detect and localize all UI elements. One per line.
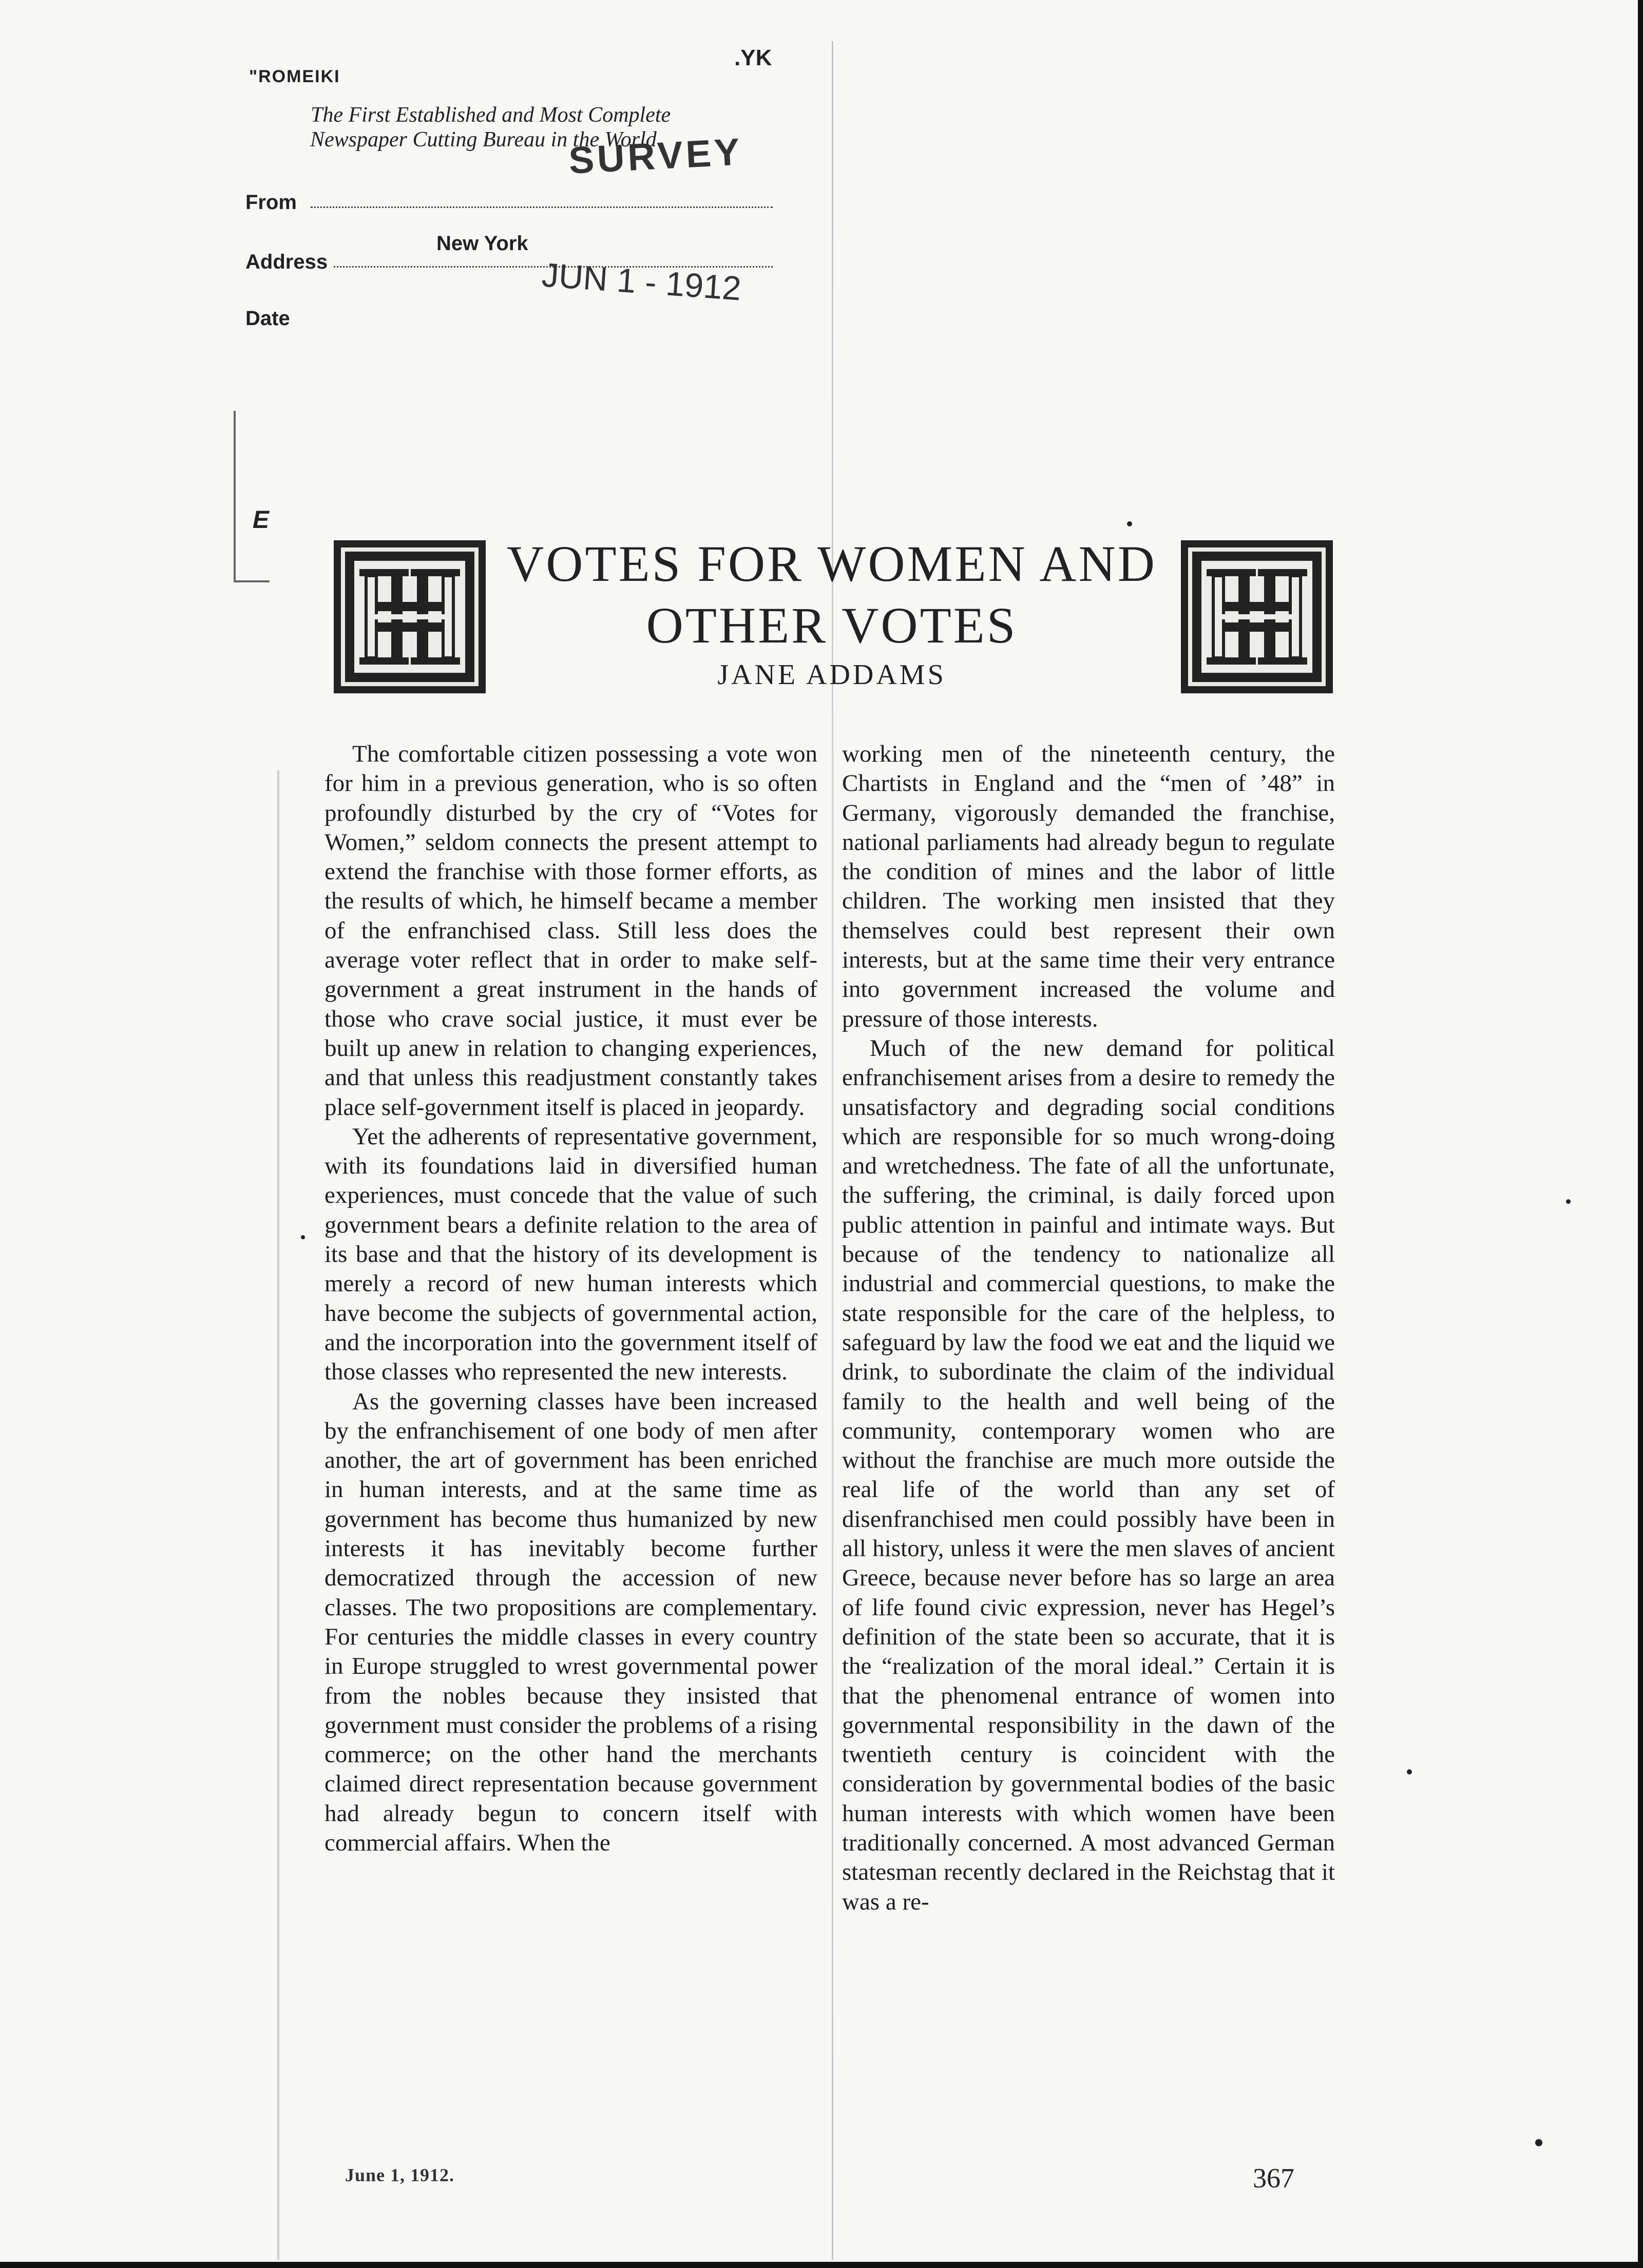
slip-date-label: Date xyxy=(245,307,290,330)
slip-corner-fragment: .YK xyxy=(734,45,772,70)
slip-from-stamp: SURVEY xyxy=(567,130,744,182)
page-fold-line xyxy=(832,41,833,2260)
slip-address-value: New York xyxy=(436,232,528,255)
slip-address-label: Address xyxy=(245,251,328,273)
hh-monogram-emblem-left xyxy=(334,540,486,693)
scan-speck xyxy=(1535,2139,1542,2146)
scan-speck xyxy=(1407,1769,1412,1774)
paragraph: Much of the new demand for political enfranchisement arises from a desire to remedy the unsatisfactory and degrading social conditions which are responsible for so much wrong-doing and wretchedness. The fate of all the unfortunate, the suffering, the criminal, is daily forced upon public attention in painful and intimate ways. But because of the tendency to nationalize all industrial and commercial questions, to make the state responsible for the care of the helpless, to safeguard by law the food we eat and the liquid we drink, to subordinate the claim of the individual family to the health and well being of the community, contemporary women who are without the franchise are much more outside the real life of the world than any set of disenfranchised men could possibly have been in all history, unless it were the men slaves of ancient Greece, because never before has so large an area of life found civic expression, never has Hegel’s definition of the state been so accurate, that it is the “realization of the moral ideal.” Certain it is that the phenomenal entrance of women into governmental responsibility in the dawn of the twentieth century is coincident with the consideration by governmental bodies of the basic human interests with which women have been traditionally concerned. A most advanced German statesman recently declared in the Reichstag that it was a re- xyxy=(842,1034,1335,1915)
scan-speck xyxy=(1566,1199,1571,1204)
scan-speck xyxy=(1127,521,1132,526)
page-number: 367 xyxy=(1253,2163,1294,2194)
article-title-line2: OTHER VOTES xyxy=(646,597,1018,654)
clipping-edge-line xyxy=(277,770,279,2260)
slip-from-line xyxy=(311,206,773,208)
paragraph: working men of the nineteenth century, the Chartists in England and the “men of ’48” in Germany, vigorously demanded the franchise, national parliaments had already begun to regulate the condition of mines and the labor of little children. The working men insisted that they themselves could best represent their own interests, but at the same time their very entrance into government increased the volume and pressure of those interests. xyxy=(842,741,1335,1032)
stray-letter: E xyxy=(253,506,270,534)
slip-from-label: From xyxy=(245,191,297,214)
scan-border-right xyxy=(1638,0,1643,2268)
article-title-line1: VOTES FOR WOMEN AND xyxy=(507,535,1157,592)
article-column-left xyxy=(324,740,817,1858)
paragraph: As the governing classes have been increased by the enfranchisement of one body of men after another, the art of government has been enriched in human interests, and at the same time as government has become thus humanized by new interests it has inevitably become further democratized through the accession of new classes. The two propositions are complementary. For centuries the middle classes in every country in Europe struggled to wrest governmental power from the nobles because they insisted that government must consider the problems of a rising commerce; on the other hand the merchants claimed direct representation because government had already begun to concern itself with commercial affairs. When the xyxy=(324,1388,817,1856)
slip-date-stamp: JUN 1 - 1912 xyxy=(540,255,742,308)
article-column-right xyxy=(842,740,1335,1917)
slip-tagline-line1: The First Established and Most Complete xyxy=(311,103,671,127)
issue-date: June 1, 1912. xyxy=(345,2165,455,2185)
paragraph: Yet the adherents of representative government, with its foundations laid in diversified human experiences, must concede that the value of such government bears a definite relation to the area of its base and that the history of its development is merely a record of new human interests which have become the subjects of governmental action, and the incorporation into the government itself of those classes who represented the new interests. xyxy=(324,1123,817,1386)
slip-border-horizontal xyxy=(234,580,270,582)
slip-header-fragment: "ROMEIKI xyxy=(249,67,340,86)
scan-border-bottom xyxy=(0,2262,1643,2268)
scan-speck xyxy=(301,1235,305,1239)
paragraph: The comfortable citizen possessing a vote won for him in a previous generation, who is so often profoundly disturbed by the cry of “Votes for Women,” seldom connects the present attempt to extend the franchise with those former efforts, as the results of which, he himself became a member of the enfranchised class. Still less does the average voter reflect that in order to make self-government a great instrument in the hands of those who crave social justice, it must ever be built up anew in relation to changing experiences, and that unless this readjustment constantly takes place self-government itself is placed in jeopardy. xyxy=(324,741,817,1121)
slip-tagline-line2: Newspaper Cutting Bureau in the World xyxy=(310,128,657,152)
article-author: JANE ADDAMS xyxy=(717,659,946,691)
slip-border-vertical xyxy=(234,411,236,580)
hh-monogram-emblem-right xyxy=(1181,540,1333,693)
